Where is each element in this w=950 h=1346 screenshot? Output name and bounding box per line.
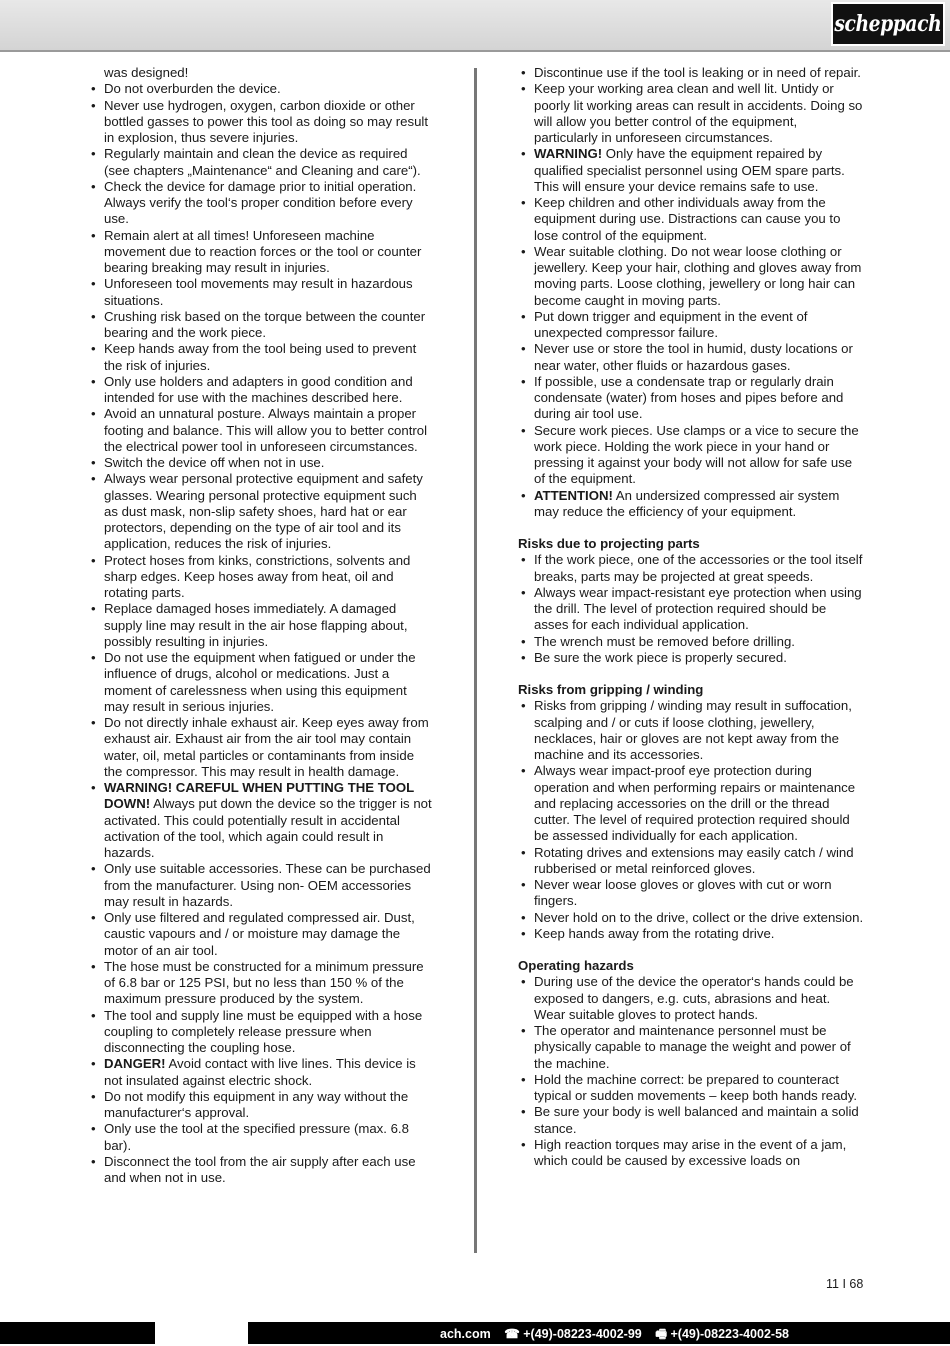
list-item: • Rotating drives and extensions may easily catch / wind rubberised or metal reinforced gloves. — [518, 845, 864, 878]
list-item — [88, 228, 434, 277]
list-item — [518, 195, 864, 244]
list-item — [88, 81, 434, 97]
item-text: Do not directly inhale exhaust air. Keep eyes away from exhaust air. Exhaust air from the air tool may contain water, oil, metal particles or contaminants from inside the compressor. This may result in health damage. — [104, 715, 429, 779]
item-text: Disconnect the tool from the air supply after each use and when not in use. — [104, 1153, 416, 1185]
list-item — [88, 341, 434, 374]
item-text: Check the device for damage prior to initial operation. Always verify the tool‘s proper condition before every use. — [104, 178, 417, 227]
list-item: • If the work piece, one of the accessories or the tool itself breaks, parts may be projected at great speeds. — [518, 552, 864, 585]
item-text: Put down trigger and equipment in the event of unexpected compressor failure. — [534, 308, 808, 340]
section-title: Operating hazards — [518, 958, 634, 973]
list-item — [88, 780, 434, 861]
item-text: Avoid contact with live lines. This device is not insulated against electric shock. — [104, 1056, 416, 1088]
list-item — [88, 1121, 434, 1154]
list-item: • The operator and maintenance personnel must be physically capable to manage the weight and power of the machine. — [518, 1023, 864, 1072]
item-text: Wear suitable clothing. Do not wear loose clothing or jewellery. Keep your hair, clothing and gloves away from moving parts. Loose clothing, jewellery or long hair can become caught in moving parts. — [534, 243, 862, 308]
list-item — [88, 309, 434, 342]
list-item — [518, 146, 864, 195]
brand-logo-text: scheppach — [834, 11, 942, 37]
list-item — [518, 309, 864, 342]
list-item: • The wrench must be removed before drilling. — [518, 634, 864, 650]
list-item — [518, 374, 864, 423]
warning-label: WARNING! — [534, 146, 603, 162]
list-item — [88, 374, 434, 407]
item-text: Only use suitable accessories. These can be purchased from the manufacturer. Using non- OEM accessories may result in hazards. — [104, 861, 431, 909]
item-text: Remain alert at all times! Unforeseen machine movement due to reaction forces or the tool or counter bearing breaking may result in injuries. — [104, 227, 422, 275]
item-text: was designed! — [104, 65, 189, 80]
item-text: Regularly maintain and clean the device as required (see chapters „Maintenance“ and Cleaning and care“). — [104, 146, 421, 178]
item-text: Discontinue use if the tool is leaking or in need of repair. — [534, 65, 861, 80]
list-item: • Always wear impact-resistant eye protection when using the drill. The level of protection required should be asses for each individual application. — [518, 585, 864, 634]
list-item — [88, 715, 434, 780]
list-item — [518, 81, 864, 146]
item-text: If possible, use a condensate trap or regularly drain condensate (water) from hoses and pipes before and during air tool use. — [534, 373, 844, 422]
list-item — [518, 423, 864, 488]
list-item — [88, 179, 434, 228]
header-rule — [0, 50, 950, 52]
item-text: Always put down the device so the trigger is not activated. This could potentially result in accidental activation of the tool, which again could result in hazards. — [104, 796, 432, 860]
list-item — [518, 65, 864, 81]
list-item — [88, 98, 434, 147]
item-text: Protect hoses from kinks, constrictions, solvents and sharp edges. Keep hoses away from heat, oil and rotating parts. — [104, 552, 411, 600]
footer-website[interactable]: ach.com — [440, 1327, 491, 1341]
item-text: Only use the tool at the specified pressure (max. 6.8 bar). — [104, 1121, 409, 1153]
section-list — [518, 552, 864, 666]
list-item: • Keep hands away from the rotating drive. — [518, 926, 864, 942]
section-list — [518, 974, 864, 1169]
column-divider — [474, 68, 477, 1253]
list-item: • High reaction torques may arise in the event of a jam, which could be caused by excessive loads on — [518, 1137, 864, 1170]
item-text: Only have the equipment repaired by qualified specialist personnel using OEM spare parts. This will ensure your device remains safe to use. — [534, 146, 845, 194]
right-safety-list — [518, 65, 864, 520]
list-item: • Never wear loose gloves or gloves with cut or worn fingers. — [518, 877, 864, 910]
item-text: Keep children and other individuals away from the equipment during use. Distractions can cause you to lose control of the equipment. — [534, 195, 841, 243]
item-text: Never use hydrogen, oxygen, carbon dioxide or other bottled gasses to power this tool as doing so may result in explosion, thus severe injuries. — [104, 97, 429, 145]
page-number: 11 I 68 — [826, 1277, 864, 1291]
list-item — [88, 553, 434, 602]
warning-label: WARNING! CAREFUL WHEN PUTTING THE TOOL DOWN! — [104, 780, 414, 812]
footer-phone: ☎ +(49)-08223-4002-99 — [504, 1327, 642, 1341]
header-band — [0, 0, 950, 50]
list-item — [88, 910, 434, 959]
item-text: Avoid an unnatural posture. Always maintain a proper footing and balance. This will allow you to better control the electrical power tool in unforeseen circumstances. — [104, 406, 428, 454]
list-item — [88, 406, 434, 455]
list-item: • Risks from gripping / winding may result in suffocation, scalping and / or cuts if loose clothing, jewellery, necklaces, hair or gloves are not kept away from the machine and its accessories. — [518, 698, 864, 763]
section-list — [518, 698, 864, 942]
list-item — [88, 1154, 434, 1187]
left-column — [88, 65, 434, 1186]
list-item — [518, 341, 864, 374]
warning-label: DANGER! — [104, 1056, 166, 1072]
list-item — [518, 244, 864, 309]
list-item — [88, 601, 434, 650]
item-text: Secure work pieces. Use clamps or a vice to secure the work piece. Holding the work piece in your hand or pressing it against your body will not allow for safe use of the equipment. — [534, 422, 859, 487]
item-text: Keep hands away from the tool being used to prevent the risk of injuries. — [104, 341, 417, 373]
footer-contact — [440, 1325, 799, 1346]
list-item — [88, 471, 434, 552]
list-item — [88, 1056, 434, 1089]
brand-logo — [831, 2, 945, 46]
list-item — [88, 65, 434, 81]
warning-label: ATTENTION! — [534, 487, 613, 503]
footer-gap — [155, 1322, 248, 1344]
list-item — [88, 650, 434, 715]
item-text: Switch the device off when not in use. — [104, 455, 325, 470]
item-text: An undersized compressed air system may reduce the efficiency of your equipment. — [534, 487, 840, 519]
right-column — [518, 65, 864, 1169]
list-item — [88, 276, 434, 309]
list-item — [88, 455, 434, 471]
list-item — [88, 146, 434, 179]
left-safety-list — [88, 65, 434, 1186]
list-item — [518, 488, 864, 521]
item-text: The tool and supply line must be equipped with a hose coupling to completely release pressure when disconnecting the coupling hose. — [104, 1007, 423, 1055]
item-text: Keep your working area clean and well lit. Untidy or poorly lit working areas can result in accidents. Doing so will allow you better control of the equipment, particularly in unforeseen circumstances. — [534, 81, 863, 145]
item-text: Do not modify this equipment in any way without the manufacturer‘s approval. — [104, 1088, 409, 1120]
item-text: The hose must be constructed for a minimum pressure of 6.8 bar or 125 PSI, but no less than 150 % of the maximum pressure produced by the system. — [104, 958, 424, 1007]
item-text: Unforeseen tool movements may result in hazardous situations. — [104, 276, 413, 308]
list-item: • Be sure the work piece is properly secured. — [518, 650, 864, 666]
item-text: Do not use the equipment when fatigued or under the influence of drugs, alcohol or medications. Just a moment of carelessness when using this equipment may result in serious injuries. — [104, 650, 416, 714]
list-item: • Never hold on to the drive, collect or the drive extension. — [518, 910, 864, 926]
list-item — [88, 1089, 434, 1122]
list-item — [88, 959, 434, 1008]
list-item — [88, 1008, 434, 1057]
item-text: Crushing risk based on the torque between the counter bearing and the work piece. — [104, 308, 426, 340]
list-item: • Be sure your body is well balanced and maintain a solid stance. — [518, 1104, 864, 1137]
list-item: • Hold the machine correct: be prepared to counteract typical or sudden movements – keep both hands ready. — [518, 1072, 864, 1105]
hazard-sections — [518, 536, 864, 1169]
item-text: Do not overburden the device. — [104, 81, 281, 97]
section-title: Risks from gripping / winding — [518, 682, 704, 697]
item-text: Always wear personal protective equipment and safety glasses. Wearing personal protective equipment such as dust mask, non-slip safety shoes, hard hat or ear protectors, depending on the type of air tool and its application, reduces the risk of injuries. — [104, 471, 423, 552]
item-text: Only use filtered and regulated compressed air. Dust, caustic vapours and / or moisture may damage the motor of an air tool. — [104, 910, 415, 958]
list-item — [88, 861, 434, 910]
list-item: • During use of the device the operator‘s hands could be exposed to dangers, e.g. cuts, abrasions and heat. Wear suitable gloves to protect hands. — [518, 974, 864, 1023]
item-text: Replace damaged hoses immediately. A damaged supply line may result in the air hose flapping about, possibly resulting in injuries. — [104, 601, 408, 649]
item-text: Only use holders and adapters in good condition and intended for use with the machines described here. — [104, 373, 413, 405]
footer-fax: 🖷 +(49)-08223-4002-58 — [655, 1327, 789, 1341]
list-item: • Always wear impact-proof eye protection during operation and when performing repairs or maintenance and replacing accessories on the drill or the thread cutter. The level of required protection required should be assessed individually for each application. — [518, 763, 864, 844]
item-text: Never use or store the tool in humid, dusty locations or near water, other fluids or hazardous gases. — [534, 341, 853, 373]
section-title: Risks due to projecting parts — [518, 536, 700, 551]
